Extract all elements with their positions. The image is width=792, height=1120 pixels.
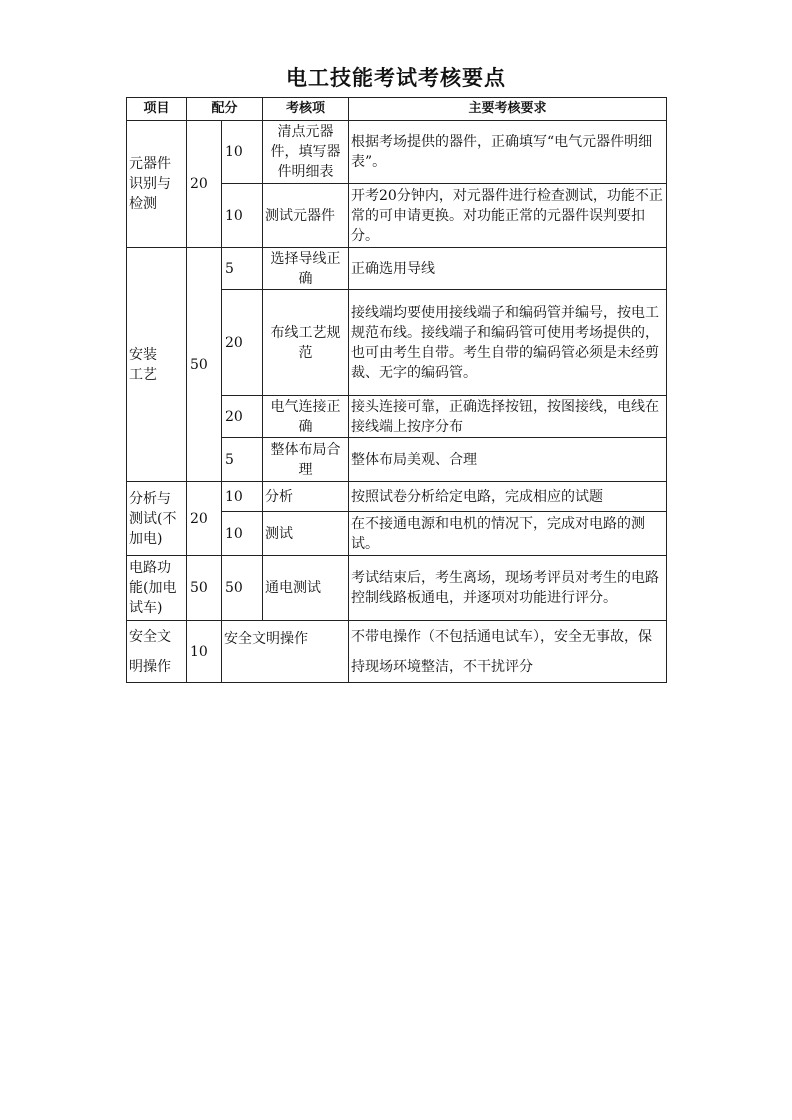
table-row [127, 121, 667, 184]
check-cell: 清点元器件，填写器件明细表 [263, 121, 349, 184]
header-requirement: 主要考核要求 [349, 98, 667, 121]
item-cell: 分析与测试(不加电) [127, 482, 187, 556]
sub-score-cell: 5 [222, 248, 263, 290]
check-cell: 选择导线正确 [263, 248, 349, 290]
item-text: 安全文明操作 [129, 628, 171, 675]
header-check: 考核项 [263, 98, 349, 121]
requirement-cell: 正确选用导线 [349, 248, 667, 290]
group-score-cell: 50 [187, 556, 222, 621]
group-score-cell: 20 [187, 121, 222, 248]
item-text: 安装工艺 [129, 346, 157, 383]
check-cell: 整体布局合理 [263, 438, 349, 482]
requirement-cell: 开考20分钟内，对元器件进行检查测试，功能不正常的可申请更换。对功能正常的元器件误判要扣分。 [349, 184, 667, 248]
group-score-cell: 20 [187, 482, 222, 556]
sub-score-cell: 20 [222, 396, 263, 438]
check-cell: 分析 [263, 482, 349, 512]
sub-score-cell: 5 [222, 438, 263, 482]
item-cell [127, 248, 187, 482]
check-cell: 布线工艺规范 [263, 290, 349, 396]
requirement-cell: 接头连接可靠，正确选择按钮，按图接线，电线在接线端上按序分布 [349, 396, 667, 438]
requirement-cell: 接线端均要使用接线端子和编码管并编号，按电工规范布线。接线端子和编码管可使用考场提供的，也可由考生自带。考生自带的编码管必须是未经剪裁、无字的编码管。 [349, 290, 667, 396]
item-cell [127, 621, 187, 683]
item-cell: 元器件识别与检测 [127, 121, 187, 248]
sub-score-cell: 10 [222, 184, 263, 248]
sub-score-cell: 50 [222, 556, 263, 621]
sub-score-cell: 10 [222, 482, 263, 512]
page-title: 电工技能考试考核要点 [286, 66, 506, 90]
requirement-cell: 按照试卷分析给定电路，完成相应的试题 [349, 482, 667, 512]
sub-score-cell: 10 [222, 121, 263, 184]
header-item: 项目 [127, 98, 187, 121]
header-row [127, 98, 667, 121]
group-score-cell: 50 [187, 248, 222, 482]
requirement-cell: 根据考场提供的器件，正确填写“电气元器件明细表”。 [349, 121, 667, 184]
requirement-cell: 考试结束后，考生离场，现场考评员对考生的电路控制线路板通电，并逐项对功能进行评分。 [349, 556, 667, 621]
sub-score-cell: 10 [222, 512, 263, 556]
check-cell: 通电测试 [263, 556, 349, 621]
table-row [127, 248, 667, 290]
check-cell: 测试元器件 [263, 184, 349, 248]
requirement-cell: 整体布局美观、合理 [349, 438, 667, 482]
item-cell: 电路功能(加电试车) [127, 556, 187, 621]
sub-score-cell: 20 [222, 290, 263, 396]
check-cell: 电气连接正确 [263, 396, 349, 438]
check-cell: 安全文明操作 [222, 621, 349, 683]
requirement-cell: 在不接通电源和电机的情况下，完成对电路的测试。 [349, 512, 667, 556]
table-row [127, 621, 667, 683]
requirement-cell: 不带电操作（不包括通电试车），安全无事故，保持现场环境整洁，不干扰评分 [349, 621, 667, 683]
assessment-table [126, 97, 667, 683]
header-score: 配分 [187, 98, 263, 121]
group-score-cell: 10 [187, 621, 222, 683]
check-cell: 测试 [263, 512, 349, 556]
table-row [127, 556, 667, 621]
table-row [127, 482, 667, 512]
